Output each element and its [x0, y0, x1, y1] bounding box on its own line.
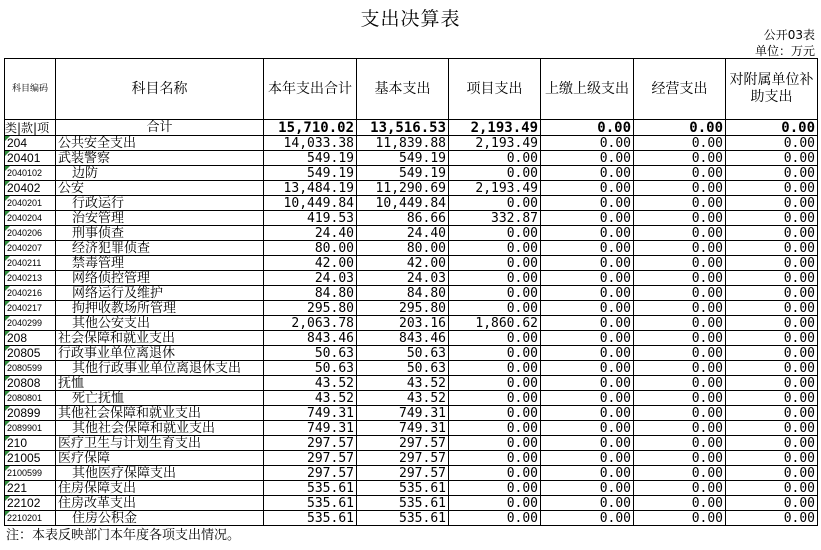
header-subsidy[interactable]: 对附属单位补助支出 [726, 59, 818, 120]
row-subsidy[interactable]: 0.00 [726, 451, 818, 466]
row-basic[interactable]: 535.61 [357, 496, 449, 511]
row-total[interactable]: 549.19 [264, 166, 357, 181]
row-basic[interactable]: 749.31 [357, 421, 449, 436]
row-code[interactable]: 2080599 [5, 361, 56, 376]
table-row [5, 346, 818, 361]
row-total[interactable]: 50.63 [264, 361, 357, 376]
row-basic[interactable]: 84.80 [357, 286, 449, 301]
row-project[interactable]: 0.00 [449, 271, 541, 286]
row-total[interactable]: 843.46 [264, 331, 357, 346]
row-basic[interactable]: 43.52 [357, 391, 449, 406]
row-business[interactable]: 0.00 [634, 376, 726, 391]
row-basic[interactable]: 24.40 [357, 226, 449, 241]
row-upper[interactable]: 0.00 [541, 391, 634, 406]
row-upper[interactable]: 0.00 [541, 301, 634, 316]
row-name[interactable]: 医疗卫生与计划生育支出 [56, 436, 264, 451]
row-subsidy[interactable]: 0.00 [726, 151, 818, 166]
row-project[interactable]: 0.00 [449, 166, 541, 181]
unit-label: 单位：万元 [754, 44, 815, 58]
row-subsidy[interactable]: 0.00 [726, 496, 818, 511]
row-business[interactable]: 0.00 [634, 406, 726, 421]
row-total[interactable]: 43.52 [264, 376, 357, 391]
total-total[interactable]: 15,710.02 [264, 120, 357, 136]
row-project[interactable]: 0.00 [449, 346, 541, 361]
row-project[interactable]: 0.00 [449, 361, 541, 376]
row-basic[interactable]: 10,449.84 [357, 196, 449, 211]
row-business[interactable]: 0.00 [634, 211, 726, 226]
total-project[interactable]: 2,193.49 [449, 120, 541, 136]
row-project[interactable]: 0.00 [449, 406, 541, 421]
row-subsidy[interactable]: 0.00 [726, 301, 818, 316]
row-total[interactable]: 297.57 [264, 436, 357, 451]
row-code[interactable]: 2080801 [5, 391, 56, 406]
row-total[interactable]: 297.57 [264, 451, 357, 466]
row-project[interactable]: 0.00 [449, 286, 541, 301]
row-subsidy[interactable]: 0.00 [726, 406, 818, 421]
row-basic[interactable]: 80.00 [357, 241, 449, 256]
table-row [5, 436, 818, 451]
row-name[interactable]: 刑事侦查 [56, 226, 264, 241]
row-project[interactable]: 0.00 [449, 151, 541, 166]
row-basic[interactable]: 86.66 [357, 211, 449, 226]
row-business[interactable]: 0.00 [634, 451, 726, 466]
row-subsidy[interactable]: 0.00 [726, 391, 818, 406]
row-name[interactable]: 网络运行及维护 [56, 286, 264, 301]
row-project[interactable]: 0.00 [449, 481, 541, 496]
row-business[interactable]: 0.00 [634, 361, 726, 376]
row-upper[interactable]: 0.00 [541, 256, 634, 271]
row-code[interactable]: 2040213 [5, 271, 56, 286]
row-project[interactable]: 0.00 [449, 196, 541, 211]
row-subsidy[interactable]: 0.00 [726, 271, 818, 286]
row-name[interactable]: 拘押收教场所管理 [56, 301, 264, 316]
total-upper[interactable]: 0.00 [541, 120, 634, 136]
total-business[interactable]: 0.00 [634, 120, 726, 136]
row-business[interactable]: 0.00 [634, 331, 726, 346]
row-business[interactable]: 0.00 [634, 181, 726, 196]
row-basic[interactable]: 749.31 [357, 406, 449, 421]
row-code[interactable]: 2100599 [5, 466, 56, 481]
row-total[interactable]: 749.31 [264, 421, 357, 436]
page-title: 支出决算表 [360, 8, 461, 30]
row-project[interactable]: 0.00 [449, 496, 541, 511]
row-project[interactable]: 0.00 [449, 391, 541, 406]
row-basic[interactable]: 549.19 [357, 151, 449, 166]
row-code[interactable]: 2040217 [5, 301, 56, 316]
table-row [5, 226, 818, 241]
row-code[interactable]: 2040201 [5, 196, 56, 211]
header-basic[interactable]: 基本支出 [357, 59, 449, 120]
row-business[interactable]: 0.00 [634, 286, 726, 301]
row-name[interactable]: 公共安全支出 [56, 136, 264, 151]
row-name[interactable]: 住房保障支出 [56, 481, 264, 496]
row-name[interactable]: 其他医疗保障支出 [56, 466, 264, 481]
row-name[interactable]: 网络侦控管理 [56, 271, 264, 286]
header-row [5, 59, 818, 120]
table-row [5, 466, 818, 481]
row-total[interactable]: 50.63 [264, 346, 357, 361]
row-upper[interactable]: 0.00 [541, 151, 634, 166]
row-name[interactable]: 住房改革支出 [56, 496, 264, 511]
row-name[interactable]: 其他社会保障和就业支出 [56, 421, 264, 436]
table-row [5, 241, 818, 256]
row-subsidy[interactable]: 0.00 [726, 511, 818, 526]
row-upper[interactable]: 0.00 [541, 211, 634, 226]
row-name[interactable]: 死亡抚恤 [56, 391, 264, 406]
row-upper[interactable]: 0.00 [541, 181, 634, 196]
row-name[interactable]: 武装警察 [56, 151, 264, 166]
row-subsidy[interactable]: 0.00 [726, 466, 818, 481]
row-project[interactable]: 0.00 [449, 466, 541, 481]
row-upper[interactable]: 0.00 [541, 466, 634, 481]
header-name[interactable]: 科目名称 [56, 59, 264, 120]
row-project[interactable]: 0.00 [449, 376, 541, 391]
row-total[interactable]: 535.61 [264, 496, 357, 511]
table-row [5, 256, 818, 271]
table-row [5, 151, 818, 166]
row-code[interactable]: 21005 [5, 451, 56, 466]
table-body [5, 136, 818, 526]
row-basic[interactable]: 535.61 [357, 511, 449, 526]
row-business[interactable]: 0.00 [634, 496, 726, 511]
footnote: 注：本表反映部门本年度各项支出情况。 [6, 528, 241, 543]
total-basic[interactable]: 13,516.53 [357, 120, 449, 136]
row-basic[interactable]: 11,839.88 [357, 136, 449, 151]
row-total[interactable]: 13,484.19 [264, 181, 357, 196]
row-business[interactable]: 0.00 [634, 196, 726, 211]
table-row [5, 481, 818, 496]
row-code[interactable]: 20808 [5, 376, 56, 391]
table-row [5, 451, 818, 466]
row-subsidy[interactable]: 0.00 [726, 421, 818, 436]
row-subsidy[interactable]: 0.00 [726, 181, 818, 196]
header-business[interactable]: 经营支出 [634, 59, 726, 120]
table-row [5, 211, 818, 226]
row-basic[interactable]: 203.16 [357, 316, 449, 331]
row-basic[interactable]: 42.00 [357, 256, 449, 271]
row-total[interactable]: 549.19 [264, 151, 357, 166]
row-name[interactable]: 其他行政事业单位离退休支出 [56, 361, 264, 376]
row-upper[interactable]: 0.00 [541, 346, 634, 361]
header-code[interactable]: 科目编码 [5, 59, 56, 120]
table-row [5, 181, 818, 196]
row-total[interactable]: 14,033.38 [264, 136, 357, 151]
table-row [5, 316, 818, 331]
table-row [5, 376, 818, 391]
table-row [5, 196, 818, 211]
row-basic[interactable]: 297.57 [357, 466, 449, 481]
header-total[interactable]: 本年支出合计 [264, 59, 357, 120]
row-code[interactable]: 2040206 [5, 226, 56, 241]
row-basic[interactable]: 297.57 [357, 451, 449, 466]
row-project[interactable]: 0.00 [449, 451, 541, 466]
row-project[interactable]: 0.00 [449, 226, 541, 241]
row-name[interactable]: 其他社会保障和就业支出 [56, 406, 264, 421]
row-total[interactable]: 535.61 [264, 481, 357, 496]
row-business[interactable]: 0.00 [634, 226, 726, 241]
total-row [5, 120, 818, 136]
row-upper[interactable]: 0.00 [541, 496, 634, 511]
row-upper[interactable]: 0.00 [541, 436, 634, 451]
row-upper[interactable]: 0.00 [541, 421, 634, 436]
row-code[interactable]: 2040204 [5, 211, 56, 226]
row-upper[interactable]: 0.00 [541, 241, 634, 256]
row-total[interactable]: 80.00 [264, 241, 357, 256]
row-business[interactable]: 0.00 [634, 151, 726, 166]
row-subsidy[interactable]: 0.00 [726, 316, 818, 331]
row-code[interactable]: 2040207 [5, 241, 56, 256]
row-code[interactable]: 20899 [5, 406, 56, 421]
row-basic[interactable]: 50.63 [357, 361, 449, 376]
table-row [5, 361, 818, 376]
row-basic[interactable]: 535.61 [357, 481, 449, 496]
row-business[interactable]: 0.00 [634, 136, 726, 151]
table-row [5, 496, 818, 511]
table-row [5, 271, 818, 286]
row-total[interactable]: 295.80 [264, 301, 357, 316]
row-code[interactable]: 20402 [5, 181, 56, 196]
row-name[interactable]: 行政运行 [56, 196, 264, 211]
row-business[interactable]: 0.00 [634, 241, 726, 256]
row-project[interactable]: 1,860.62 [449, 316, 541, 331]
row-subsidy[interactable]: 0.00 [726, 256, 818, 271]
row-code[interactable]: 2040211 [5, 256, 56, 271]
row-code[interactable]: 221 [5, 481, 56, 496]
row-project[interactable]: 0.00 [449, 436, 541, 451]
row-subsidy[interactable]: 0.00 [726, 331, 818, 346]
row-business[interactable]: 0.00 [634, 271, 726, 286]
row-subsidy[interactable]: 0.00 [726, 196, 818, 211]
row-upper[interactable]: 0.00 [541, 226, 634, 241]
row-project[interactable]: 0.00 [449, 256, 541, 271]
row-code[interactable]: 204 [5, 136, 56, 151]
row-subsidy[interactable]: 0.00 [726, 226, 818, 241]
row-upper[interactable]: 0.00 [541, 511, 634, 526]
row-subsidy[interactable]: 0.00 [726, 241, 818, 256]
total-subsidy[interactable]: 0.00 [726, 120, 818, 136]
row-subsidy[interactable]: 0.00 [726, 211, 818, 226]
row-upper[interactable]: 0.00 [541, 331, 634, 346]
row-total[interactable]: 10,449.84 [264, 196, 357, 211]
total-code[interactable]: 类|款|项 [5, 120, 56, 136]
row-business[interactable]: 0.00 [634, 166, 726, 181]
row-code[interactable]: 2040299 [5, 316, 56, 331]
row-code[interactable]: 2040102 [5, 166, 56, 181]
table-row [5, 286, 818, 301]
row-name[interactable]: 边防 [56, 166, 264, 181]
row-business[interactable]: 0.00 [634, 421, 726, 436]
row-upper[interactable]: 0.00 [541, 361, 634, 376]
row-total[interactable]: 43.52 [264, 391, 357, 406]
row-project[interactable]: 332.87 [449, 211, 541, 226]
row-upper[interactable]: 0.00 [541, 481, 634, 496]
row-upper[interactable]: 0.00 [541, 376, 634, 391]
row-name[interactable]: 住房公积金 [56, 511, 264, 526]
row-name[interactable]: 社会保障和就业支出 [56, 331, 264, 346]
table-row [5, 331, 818, 346]
row-subsidy[interactable]: 0.00 [726, 166, 818, 181]
row-total[interactable]: 84.80 [264, 286, 357, 301]
row-basic[interactable]: 11,290.69 [357, 181, 449, 196]
row-basic[interactable]: 24.03 [357, 271, 449, 286]
row-basic[interactable]: 295.80 [357, 301, 449, 316]
row-project[interactable]: 0.00 [449, 421, 541, 436]
row-basic[interactable]: 843.46 [357, 331, 449, 346]
row-upper[interactable]: 0.00 [541, 451, 634, 466]
row-code[interactable]: 20401 [5, 151, 56, 166]
row-project[interactable]: 2,193.49 [449, 181, 541, 196]
row-code[interactable]: 2040216 [5, 286, 56, 301]
row-business[interactable]: 0.00 [634, 346, 726, 361]
row-code[interactable]: 208 [5, 331, 56, 346]
table-row [5, 421, 818, 436]
header-project[interactable]: 项目支出 [449, 59, 541, 120]
row-subsidy[interactable]: 0.00 [726, 376, 818, 391]
row-upper[interactable]: 0.00 [541, 166, 634, 181]
header-upper[interactable]: 上缴上级支出 [541, 59, 634, 120]
row-upper[interactable]: 0.00 [541, 271, 634, 286]
row-total[interactable]: 2,063.78 [264, 316, 357, 331]
row-name[interactable]: 其他公安支出 [56, 316, 264, 331]
row-name[interactable]: 行政事业单位离退休 [56, 346, 264, 361]
total-label[interactable]: 合计 [56, 120, 264, 136]
row-basic[interactable]: 50.63 [357, 346, 449, 361]
row-business[interactable]: 0.00 [634, 436, 726, 451]
expenditure-table [4, 58, 818, 526]
row-business[interactable]: 0.00 [634, 466, 726, 481]
row-code[interactable]: 2089901 [5, 421, 56, 436]
row-code[interactable]: 22102 [5, 496, 56, 511]
row-upper[interactable]: 0.00 [541, 286, 634, 301]
row-subsidy[interactable]: 0.00 [726, 436, 818, 451]
row-name[interactable]: 抚恤 [56, 376, 264, 391]
row-subsidy[interactable]: 0.00 [726, 481, 818, 496]
row-name[interactable]: 治安管理 [56, 211, 264, 226]
row-upper[interactable]: 0.00 [541, 136, 634, 151]
row-basic[interactable]: 549.19 [357, 166, 449, 181]
row-total[interactable]: 24.40 [264, 226, 357, 241]
row-business[interactable]: 0.00 [634, 391, 726, 406]
row-project[interactable]: 0.00 [449, 301, 541, 316]
row-subsidy[interactable]: 0.00 [726, 286, 818, 301]
row-business[interactable]: 0.00 [634, 301, 726, 316]
row-subsidy[interactable]: 0.00 [726, 136, 818, 151]
row-business[interactable]: 0.00 [634, 256, 726, 271]
row-basic[interactable]: 43.52 [357, 376, 449, 391]
row-project[interactable]: 2,193.49 [449, 136, 541, 151]
row-name[interactable]: 禁毒管理 [56, 256, 264, 271]
row-upper[interactable]: 0.00 [541, 196, 634, 211]
row-subsidy[interactable]: 0.00 [726, 361, 818, 376]
row-business[interactable]: 0.00 [634, 316, 726, 331]
table-row [5, 136, 818, 151]
row-code[interactable]: 20805 [5, 346, 56, 361]
row-total[interactable]: 419.53 [264, 211, 357, 226]
row-total[interactable]: 24.03 [264, 271, 357, 286]
table-row [5, 301, 818, 316]
row-total[interactable]: 297.57 [264, 466, 357, 481]
row-project[interactable]: 0.00 [449, 241, 541, 256]
row-name[interactable]: 医疗保障 [56, 451, 264, 466]
row-code[interactable]: 2210201 [5, 511, 56, 526]
row-name[interactable]: 公安 [56, 181, 264, 196]
row-business[interactable]: 0.00 [634, 511, 726, 526]
row-business[interactable]: 0.00 [634, 481, 726, 496]
row-code[interactable]: 210 [5, 436, 56, 451]
table-row [5, 166, 818, 181]
row-project[interactable]: 0.00 [449, 331, 541, 346]
row-total[interactable]: 749.31 [264, 406, 357, 421]
row-basic[interactable]: 297.57 [357, 436, 449, 451]
form-number: 公开03表 [763, 28, 815, 42]
row-total[interactable]: 535.61 [264, 511, 357, 526]
table-row [5, 406, 818, 421]
row-name[interactable]: 经济犯罪侦查 [56, 241, 264, 256]
row-project[interactable]: 0.00 [449, 511, 541, 526]
row-total[interactable]: 42.00 [264, 256, 357, 271]
row-subsidy[interactable]: 0.00 [726, 346, 818, 361]
table-row [5, 391, 818, 406]
row-upper[interactable]: 0.00 [541, 406, 634, 421]
row-upper[interactable]: 0.00 [541, 316, 634, 331]
